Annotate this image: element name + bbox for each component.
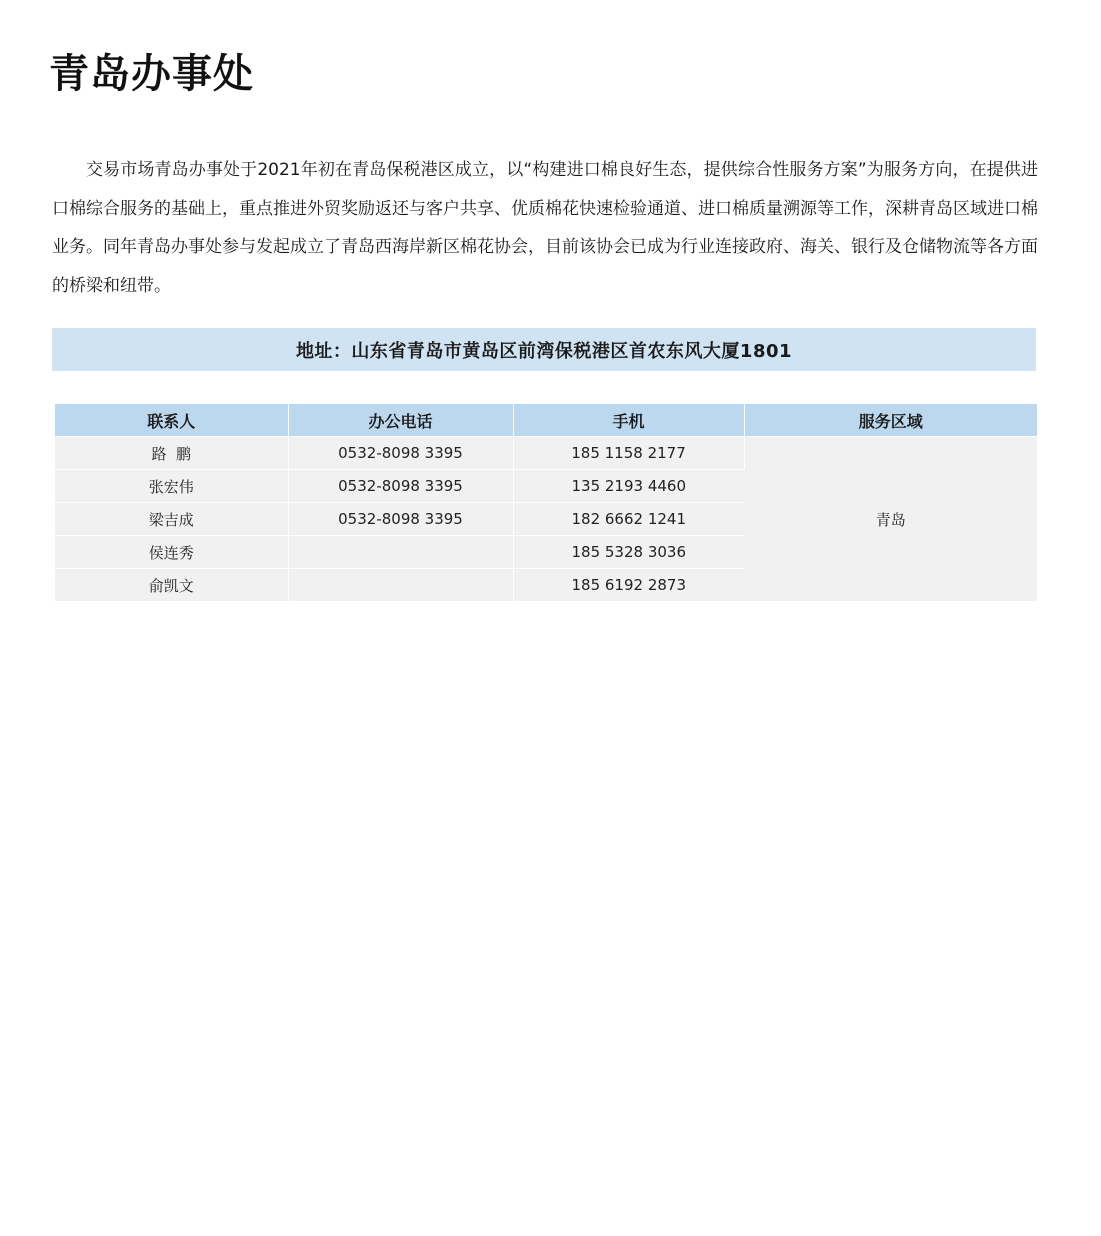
contact-name: 梁吉成 (55, 503, 288, 536)
page-title: 青岛办事处 (49, 51, 254, 97)
mobile-phone: 182 6662 1241 (513, 503, 744, 536)
office-phone (288, 569, 513, 602)
office-phone: 0532-8098 3395 (288, 437, 513, 470)
header-office-phone: 办公电话 (288, 404, 513, 437)
mobile-phone: 185 1158 2177 (513, 437, 744, 470)
office-phone: 0532-8098 3395 (288, 470, 513, 503)
mobile-phone: 135 2193 4460 (513, 470, 744, 503)
mobile-phone: 185 5328 3036 (513, 536, 744, 569)
service-region: 青岛 (744, 437, 1037, 602)
header-contact-person: 联系人 (55, 404, 288, 437)
contacts-table (55, 404, 1037, 601)
contact-name: 侯连秀 (55, 536, 288, 569)
table-row (55, 437, 1037, 470)
mobile-phone: 185 6192 2873 (513, 569, 744, 602)
table-header-row (55, 404, 1037, 437)
contact-name: 路 鹏 (55, 437, 288, 470)
contact-name: 张宏伟 (55, 470, 288, 503)
address-bar (52, 328, 1036, 371)
header-service-region: 服务区域 (744, 404, 1037, 437)
header-mobile: 手机 (513, 404, 744, 437)
office-phone (288, 536, 513, 569)
intro-paragraph: 交易市场青岛办事处于2021年初在青岛保税港区成立，以“构建进口棉良好生态，提供综合性服务方案”为服务方向，在提供进口棉综合服务的基础上，重点推进外贸奖励返还与客户共享、优质棉花快速检验通道、进口棉质量溯源等工作，深耕青岛区域进口棉业务。同年青岛办事处参与发起成立了青岛西海岸新区棉花协会，目前该协会已成为行业连接政府、海关、银行及仓储物流等各方面的桥梁和纽带。 (52, 160, 1038, 296)
address-text: 地址：山东省青岛市黄岛区前湾保税港区首农东风大厦1801 (295, 340, 793, 362)
office-phone: 0532-8098 3395 (288, 503, 513, 536)
contact-name: 俞凯文 (55, 569, 288, 602)
